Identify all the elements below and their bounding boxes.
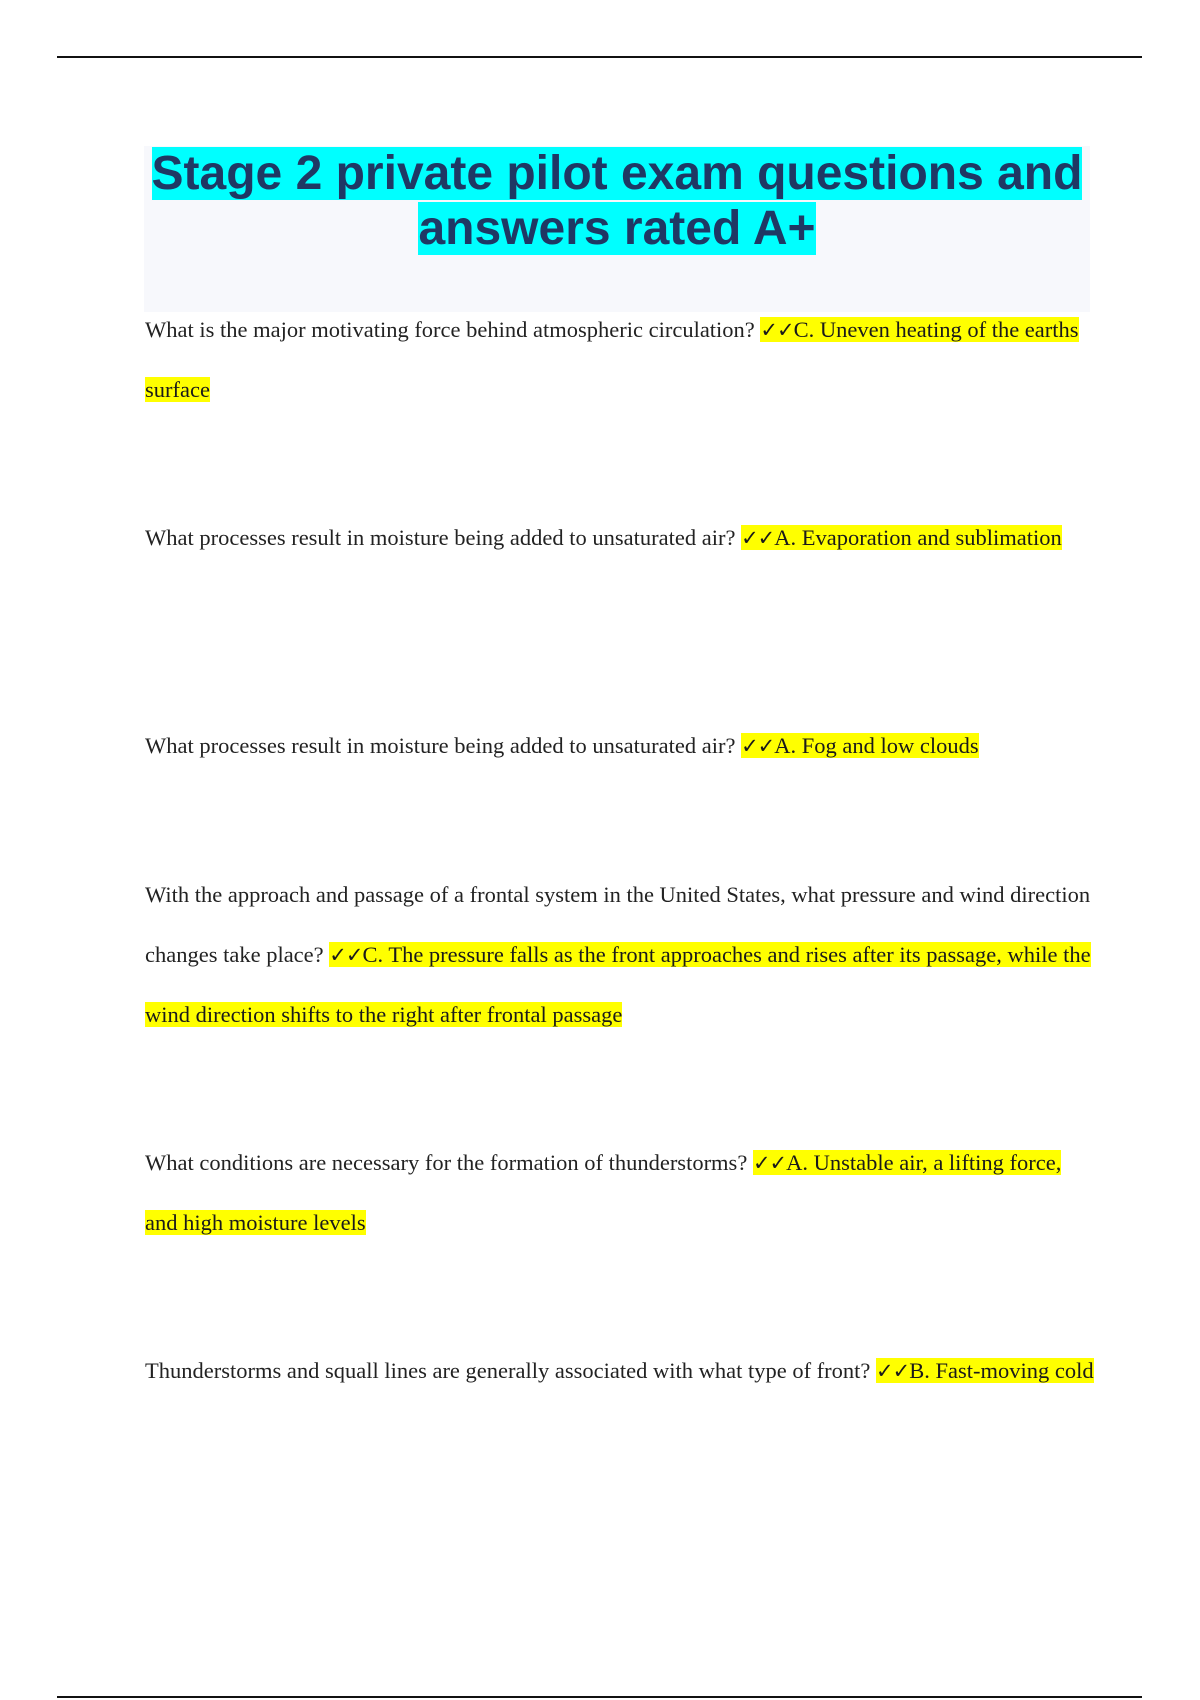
document-title-text: Stage 2 private pilot exam questions and answers rated A+: [151, 147, 1083, 255]
double-check-icon: ✓✓: [752, 1151, 787, 1175]
footer-rule: [57, 1696, 1142, 1698]
double-check-icon: ✓✓: [329, 943, 363, 967]
qa-item: [145, 1341, 1095, 1401]
double-check-icon: ✓✓: [741, 734, 775, 758]
double-check-icon: ✓✓: [760, 318, 794, 342]
answer-text: C. Uneven heating of the earths surface: [145, 317, 1079, 402]
double-check-icon: ✓✓: [741, 526, 775, 550]
document-title: [144, 146, 1090, 256]
question-text: What processes result in moisture being added to unsaturated air?: [145, 525, 742, 550]
question-text: What conditions are necessary for the formation of thunderstorms?: [145, 1150, 753, 1175]
answer-highlight: [741, 525, 1062, 550]
answer-highlight: [741, 733, 979, 758]
question-text: What processes result in moisture being added to unsaturated air?: [145, 733, 742, 758]
answer-text: B. Fast-moving cold: [909, 1358, 1094, 1383]
answer-text: A. Unstable air, a lifting force, and high moisture levels: [145, 1150, 1062, 1235]
double-check-icon: ✓✓: [876, 1359, 910, 1383]
question-text: What is the major motivating force behind atmospheric circulation?: [145, 317, 761, 342]
question-text: With the approach and passage of a frontal system in the United States, what pressure and wind direction changes take place?: [145, 882, 1091, 967]
qa-item: [145, 300, 1095, 420]
qa-item: [145, 1133, 1095, 1253]
header-rule: [57, 56, 1142, 58]
question-text: Thunderstorms and squall lines are generally associated with what type of front?: [145, 1358, 877, 1383]
answer-text: A. Evaporation and sublimation: [774, 525, 1062, 550]
answer-text: C. The pressure falls as the front approaches and rises after its passage, while the wind direction shifts to the right after frontal passage: [145, 942, 1091, 1027]
answer-text: A. Fog and low clouds: [774, 733, 979, 758]
qa-item: [145, 508, 1095, 568]
qa-item: [145, 716, 1095, 776]
qa-item: [145, 865, 1095, 1045]
answer-highlight: [876, 1358, 1094, 1383]
